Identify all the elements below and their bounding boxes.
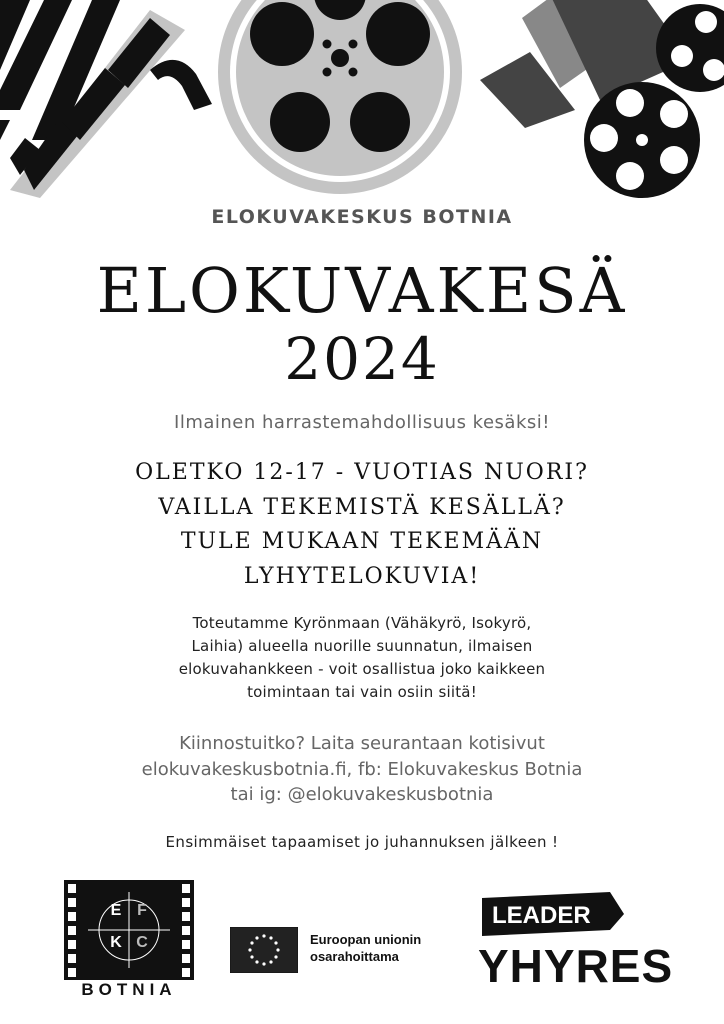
follow-line: Kiinnostuitko? Laita seurantaan kotisivut	[179, 733, 545, 754]
leader-yhyres-logo	[478, 888, 692, 1000]
clapperboard-icon	[0, 0, 212, 198]
follow-info	[0, 731, 724, 808]
efkc-botnia-logo	[64, 880, 194, 1002]
yhyres-wordmark: YHYRES	[478, 940, 674, 992]
film-camera-icon	[480, 0, 724, 198]
follow-line: tai ig: @elokuvakeskusbotnia	[230, 784, 494, 805]
eu-flag-icon	[230, 927, 298, 973]
leader-badge-icon	[478, 888, 628, 940]
page-title-year: 2024	[284, 325, 440, 393]
headline-line: LYHYTELOKUVIA!	[243, 563, 481, 589]
headline-line: TULE MUKAAN TEKEMÄÄN	[180, 529, 544, 554]
header-artwork	[0, 0, 724, 210]
follow-line: elokuvakeskusbotnia.fi, fb: Elokuvakeskus Botnia	[141, 758, 583, 780]
efkc-letter: K	[110, 934, 122, 951]
description-line: elokuvahankkeen - voit osallistua joko kaikkeen	[178, 660, 546, 678]
botnia-wordmark: BOTNIA	[81, 980, 177, 999]
efkc-letter: F	[137, 902, 147, 919]
description-line: Toteutamme Kyrönmaan (Vähäkyrö, Isokyrö,	[192, 614, 532, 632]
tagline: Ilmainen harrastemahdollisuus kesäksi!	[174, 412, 550, 433]
headline-line: VAILLA TEKEMISTÄ KESÄLLÄ?	[158, 494, 566, 520]
eu-text-line: osarahoittama	[310, 949, 399, 964]
headline	[0, 456, 724, 594]
headline-line: OLETKO 12-17 - VUOTIAS NUORI?	[135, 460, 589, 485]
film-strip-icon	[64, 880, 194, 980]
eu-funding-logo	[230, 927, 460, 975]
efkc-letter: C	[136, 934, 148, 951]
leader-badge-text: LEADER	[492, 902, 591, 929]
organization-name: ELOKUVAKESKUS BOTNIA	[211, 206, 513, 228]
description	[0, 612, 724, 704]
eu-text-line: Euroopan unionin	[310, 932, 422, 947]
efkc-letter: E	[110, 902, 122, 919]
description-line: Laihia) alueella nuorille suunnatun, ilmaisen	[191, 637, 533, 655]
meeting-note: Ensimmäiset tapaamiset jo juhannuksen jälkeen !	[165, 833, 559, 851]
description-line: toimintaan tai vain osiin siitä!	[247, 683, 477, 701]
page-title: ELOKUVAKESÄ	[96, 254, 628, 327]
film-reel-icon	[218, 0, 462, 194]
eu-funding-text	[310, 931, 470, 965]
